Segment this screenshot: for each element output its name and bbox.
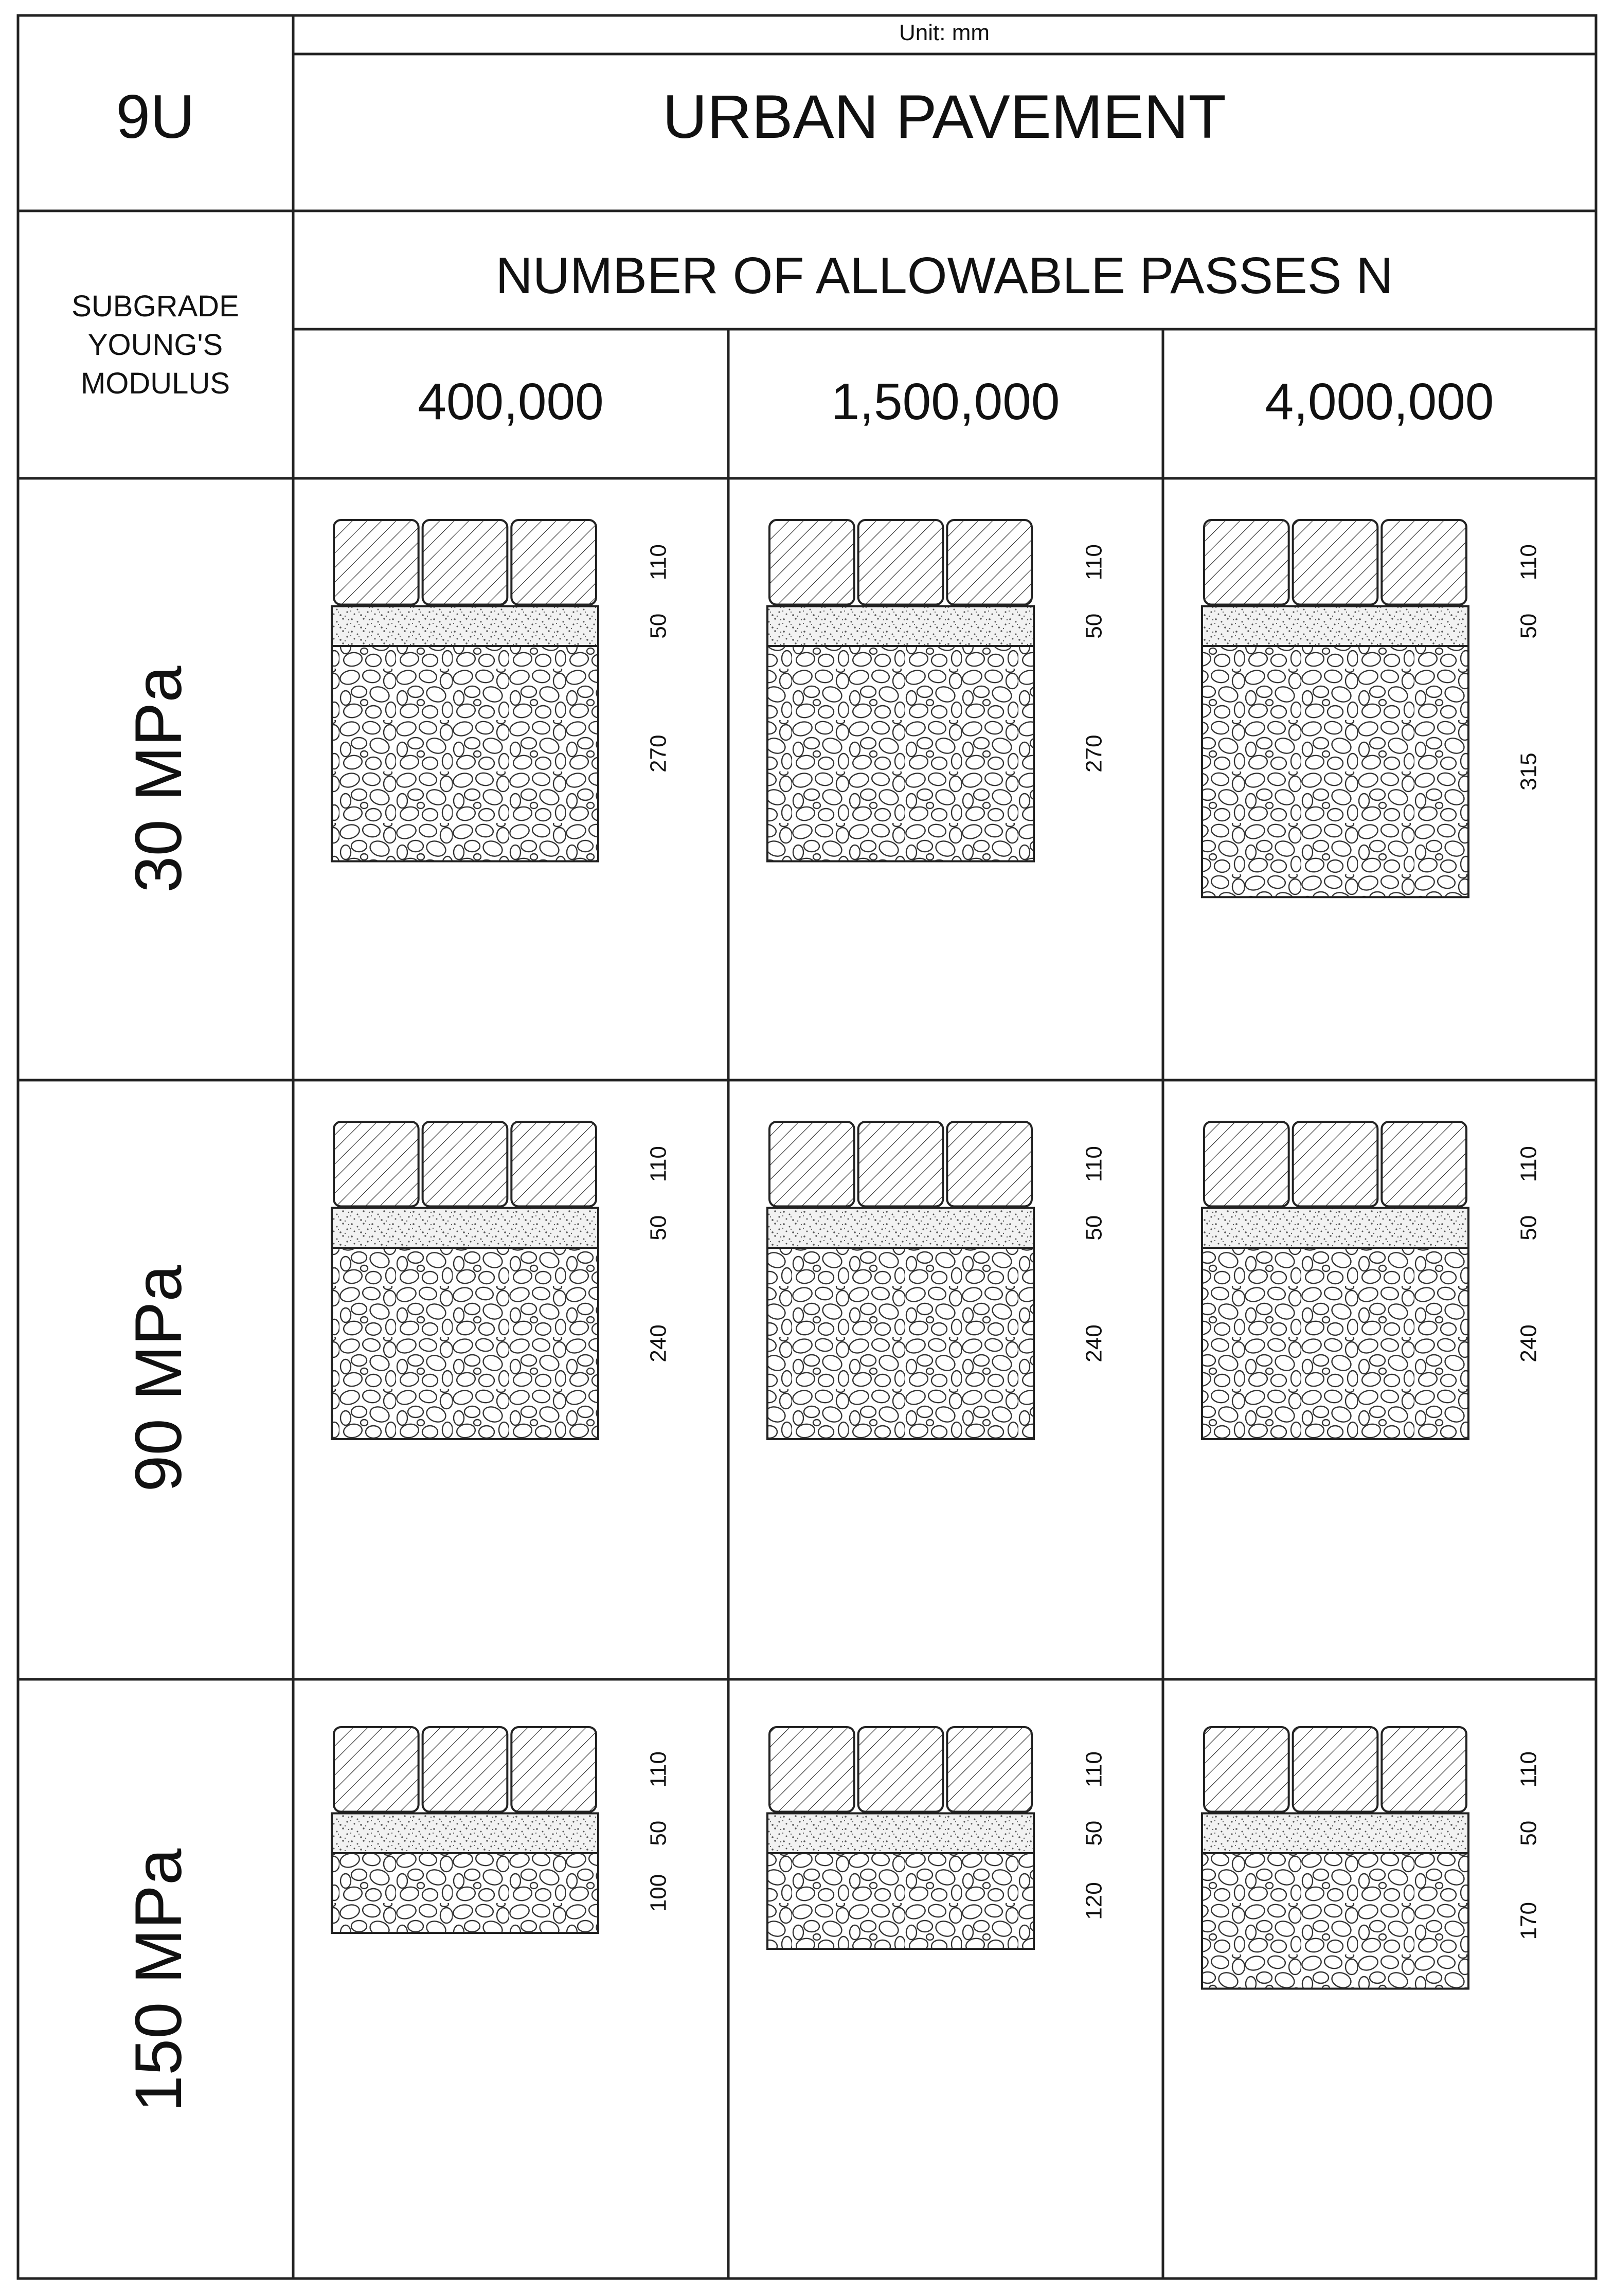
paver-block: [334, 1122, 419, 1207]
bedding-thickness-label: 50: [1081, 1215, 1107, 1241]
block-thickness-label: 110: [1081, 1146, 1107, 1182]
block-thickness-label: 110: [1081, 544, 1107, 581]
paver-block: [1293, 520, 1378, 605]
bedding-thickness-label: 50: [1081, 613, 1107, 639]
row-label-30-mpa: 30 MPa: [122, 666, 195, 893]
bedding-sand-layer: [767, 606, 1034, 647]
bedding-thickness-label: 50: [645, 613, 671, 639]
bedding-thickness-label: 50: [1081, 1820, 1107, 1846]
base-thickness-label: 315: [1516, 752, 1541, 791]
paver-block: [1382, 520, 1466, 605]
base-course-layer: [332, 1248, 598, 1439]
sheet-code: 9U: [116, 82, 195, 151]
paver-block: [1382, 1727, 1466, 1812]
base-course-layer: [1202, 1853, 1468, 1989]
paver-block: [1204, 1122, 1289, 1207]
unit-label: Unit: mm: [899, 20, 990, 45]
base-thickness-label: 240: [1516, 1324, 1541, 1362]
pavement-section: [332, 1727, 671, 1933]
base-course-layer: [332, 1853, 598, 1933]
paver-block: [858, 1727, 943, 1812]
column-header-4000000: 4,000,000: [1265, 373, 1494, 430]
block-thickness-label: 110: [1081, 1751, 1107, 1788]
paver-block: [947, 1122, 1032, 1207]
pavement-section: [1202, 520, 1541, 897]
modulus-heading-line: SUBGRADE: [71, 290, 239, 323]
modulus-heading-line: YOUNG'S: [87, 328, 223, 362]
base-course-layer: [767, 1248, 1034, 1439]
bedding-sand-layer: [767, 1814, 1034, 1854]
paver-block: [769, 1727, 854, 1812]
bedding-sand-layer: [1202, 1208, 1468, 1248]
bedding-sand-layer: [332, 1814, 598, 1854]
base-thickness-label: 240: [645, 1324, 671, 1362]
paver-block: [511, 1122, 596, 1207]
base-thickness-label: 270: [645, 734, 671, 773]
paver-block: [423, 1727, 508, 1812]
base-course-layer: [767, 646, 1034, 862]
paver-block: [1204, 1727, 1289, 1812]
bedding-sand-layer: [1202, 606, 1468, 647]
column-header-1500000: 1,500,000: [831, 373, 1060, 430]
paver-block: [334, 520, 419, 605]
paver-block: [511, 1727, 596, 1812]
paver-block: [858, 520, 943, 605]
pavement-section: [1202, 1122, 1541, 1439]
bedding-sand-layer: [332, 1208, 598, 1248]
base-course-layer: [767, 1853, 1034, 1949]
base-course-layer: [1202, 1248, 1468, 1439]
block-thickness-label: 110: [645, 544, 671, 581]
base-course-layer: [1202, 646, 1468, 897]
paver-block: [1293, 1727, 1378, 1812]
paver-block: [1293, 1122, 1378, 1207]
base-thickness-label: 270: [1081, 734, 1107, 773]
bedding-thickness-label: 50: [1516, 1215, 1541, 1241]
pavement-section: [767, 1122, 1107, 1439]
pavement-section: [332, 1122, 671, 1439]
row-label-90-mpa: 90 MPa: [122, 1265, 195, 1492]
modulus-heading: [71, 290, 239, 400]
bedding-sand-layer: [332, 606, 598, 647]
paver-block: [423, 520, 508, 605]
passes-title: NUMBER OF ALLOWABLE PASSES N: [495, 247, 1393, 304]
block-thickness-label: 110: [1516, 544, 1541, 581]
base-thickness-label: 120: [1081, 1882, 1107, 1920]
bedding-thickness-label: 50: [645, 1820, 671, 1846]
paver-block: [511, 520, 596, 605]
paver-block: [947, 520, 1032, 605]
pavement-sections: [332, 520, 1541, 1989]
paver-block: [1204, 520, 1289, 605]
row-label-150-mpa: 150 MPa: [122, 1848, 195, 2112]
paver-block: [769, 1122, 854, 1207]
base-course-layer: [332, 646, 598, 862]
base-thickness-label: 240: [1081, 1324, 1107, 1362]
pavement-section: [1202, 1727, 1541, 1989]
bedding-thickness-label: 50: [1516, 613, 1541, 639]
pavement-section: [767, 1727, 1107, 1949]
modulus-heading-line: MODULUS: [80, 367, 230, 400]
bedding-thickness-label: 50: [1516, 1820, 1541, 1846]
block-thickness-label: 110: [1516, 1146, 1541, 1182]
block-thickness-label: 110: [645, 1146, 671, 1182]
paver-block: [1382, 1122, 1466, 1207]
paver-block: [947, 1727, 1032, 1812]
pavement-section: [767, 520, 1107, 862]
sheet-title: URBAN PAVEMENT: [662, 82, 1226, 151]
block-thickness-label: 110: [645, 1751, 671, 1788]
column-header-400000: 400,000: [418, 373, 604, 430]
base-thickness-label: 170: [1516, 1902, 1541, 1940]
block-thickness-label: 110: [1516, 1751, 1541, 1788]
base-thickness-label: 100: [645, 1874, 671, 1912]
bedding-sand-layer: [1202, 1814, 1468, 1854]
paver-block: [858, 1122, 943, 1207]
bedding-sand-layer: [767, 1208, 1034, 1248]
paver-block: [423, 1122, 508, 1207]
paver-block: [334, 1727, 419, 1812]
pavement-section: [332, 520, 671, 862]
bedding-thickness-label: 50: [645, 1215, 671, 1241]
paver-block: [769, 520, 854, 605]
